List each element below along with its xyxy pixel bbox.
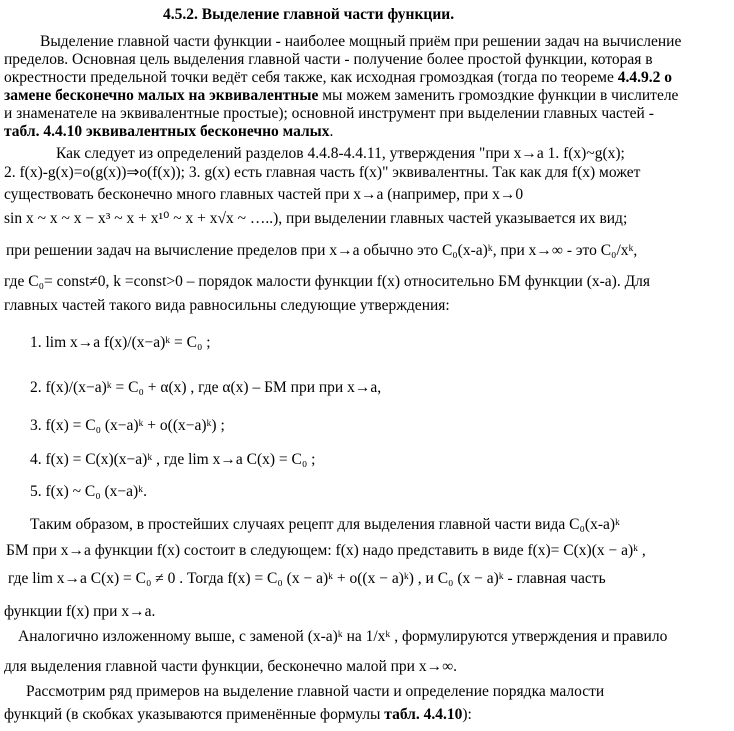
para5-line1: Рассмотрим ряд примеров на выделение главной части и определение порядка малости (26, 683, 605, 700)
para5-line2: функций (в скобках указываются применённые формулы табл. 4.4.10): (4, 706, 472, 723)
para3-line4: функции f(x) при x→a. (4, 603, 156, 620)
para3-line2: БМ при x→a функции f(x) состоит в следующем: f(x) надо представить в виде f(x)= C(x)(x − a)ᵏ , (6, 542, 646, 559)
section-title: 4.5.2. Выделение главной части функции. (163, 6, 455, 23)
para1-line4: замене бесконечно малых на эквивалентные мы можем заменить громоздкие функции в числителе (4, 87, 679, 104)
statement-5: 5. f(x) ~ C₀ (x−a)ᵏ. (30, 483, 147, 500)
para2-line1: Как следует из определений разделов 4.4.8-4.4.11, утверждения "при x→a 1. f(x)~g(x); (56, 145, 625, 162)
para2-line7: главных частей такого вида равносильны следующие утверждения: (4, 297, 450, 314)
para4-line1: Аналогично изложенному выше, с заменой (x-a)ᵏ на 1/xᵏ , формулируются утверждения и правило (18, 628, 668, 645)
para1-line6: табл. 4.4.10 эквивалентных бесконечно малых. (4, 123, 334, 140)
para3-line3: где lim x→a C(x) = C₀ ≠ 0 . Тогда f(x) = C₀ (x − a)ᵏ + o((x − a)ᵏ) , и C₀ (x − a)ᵏ - главная часть (8, 570, 606, 587)
para1-line1: Выделение главной части функции - наиболее мощный приём при решении задач на вычисление (40, 33, 682, 50)
para1-line3: окрестности предельной точки ведёт себя также, как исходная громоздкая (тогда по теореме 4.4.9.2 о (4, 69, 672, 86)
para3-line1: Таким образом, в простейших случаях рецепт для выделения главной части вида C₀(x-a)ᵏ (30, 516, 620, 533)
para4-line2: для выделения главной части функции, бесконечно малой при x→∞. (4, 658, 458, 675)
statement-3: 3. f(x) = C₀ (x−a)ᵏ + o((x−a)ᵏ) ; (30, 417, 225, 434)
para1-line2: пределов. Основная цель выделения главной части - получение более простой функции, которая в (4, 51, 653, 68)
para2-line2: 2. f(x)-g(x)=o(g(x))⇒o(f(x)); 3. g(x) есть главная часть f(x)" эквивалентны. Так как для f(x) может (4, 164, 641, 181)
para1-line5: и знаменателе на эквивалентные простые); основной инструмент при выделении главных частей - (4, 105, 654, 122)
para2-line3: существовать бесконечно много главных частей при x→a (например, при x→0 (4, 186, 524, 203)
para2-line5: при решении задач на вычисление пределов при x→a обычно это C₀(x-a)ᵏ, при x→∞ - это C₀/xᵏ, (6, 242, 638, 259)
statement-2: 2. f(x)/(x−a)ᵏ = C₀ + α(x) , где α(x) – БМ при при x→a, (30, 379, 382, 396)
para2-line6: где C₀= const≠0, k =const>0 – порядок малости функции f(x) относительно БМ функции (x-a). Для (4, 273, 651, 290)
para2-line4: sin x ~ x ~ x − x³ ~ x + x¹⁰ ~ x + x√x ~ …..), при выделении главных частей указывается их вид; (4, 210, 628, 227)
statement-1: 1. lim x→a f(x)/(x−a)ᵏ = C₀ ; (30, 334, 211, 351)
statement-4: 4. f(x) = C(x)(x−a)ᵏ , где lim x→a C(x) = C₀ ; (30, 451, 316, 468)
